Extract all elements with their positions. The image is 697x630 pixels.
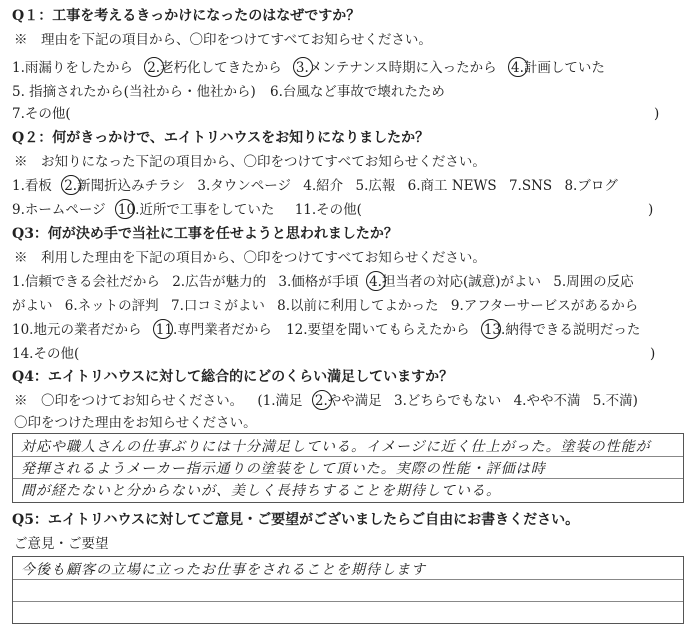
q5-label: ご意見・ご要望 bbox=[14, 536, 109, 552]
q1-option-1[interactable]: 1.雨漏りをしたから bbox=[12, 60, 133, 76]
q5-title: Q5：エイトリハウスに対してご意見・ご要望がございましたらご自由にお書きください。 bbox=[12, 512, 580, 528]
q3-option-other[interactable]: 14.その他( bbox=[12, 346, 80, 362]
q4-option-3[interactable]: 3.どちらでもない bbox=[394, 393, 502, 409]
q1-options-line2 bbox=[12, 82, 445, 102]
q2-option-3[interactable]: 3.タウンページ bbox=[197, 178, 291, 194]
q1-options-line1 bbox=[12, 58, 605, 78]
q3-option-12[interactable]: 12.要望を聞いてもらえたから bbox=[286, 322, 470, 338]
q2-option-7[interactable]: 7.SNS bbox=[508, 178, 553, 194]
q1-option-4[interactable]: 4.計画していた bbox=[510, 60, 605, 76]
q2-option-5[interactable]: 5.広報 bbox=[355, 178, 396, 194]
q4-instruction: ※ 〇印をつけてお知らせください。 bbox=[14, 393, 244, 409]
q3-option-2[interactable]: 2.広告が魅力的 bbox=[172, 274, 267, 290]
q3-option-9[interactable]: 9.アフターサービスがあるから bbox=[450, 298, 639, 314]
q3-option-7[interactable]: 7.口コミがよい bbox=[170, 298, 265, 314]
q2-option-9[interactable]: 9.ホームページ bbox=[12, 202, 106, 218]
q4-option-1[interactable]: (1.満足 bbox=[257, 393, 303, 409]
q5-handwritten-line-1: 今後も顧客の立場に立ったお仕事をされることを期待します bbox=[21, 562, 426, 578]
q4-option-2[interactable]: 2.やや満足 bbox=[314, 393, 382, 409]
q2-instruction: ※ お知りになった下記の項目から、〇印をつけてすべてお知らせください。 bbox=[14, 154, 486, 170]
q3-title: Q3：何が決め手で当社に工事を任せようと思われましたか？ bbox=[12, 226, 398, 242]
q3-option-5-cont: がよい bbox=[12, 298, 53, 314]
q3-options-line1 bbox=[12, 272, 634, 292]
q2-option-other[interactable]: 11.その他( bbox=[294, 202, 362, 218]
q4-reason-label: 〇印をつけた理由をお知らせください。 bbox=[14, 415, 257, 431]
q2-option-8[interactable]: 8.ブログ bbox=[564, 178, 618, 194]
q3-option-11[interactable]: 11.専門業者だから bbox=[155, 322, 272, 338]
q3-option-6[interactable]: 6.ネットの評判 bbox=[64, 298, 159, 314]
q3-option-13[interactable]: 13.納得できる説明だった bbox=[483, 322, 641, 338]
q2-options-line1 bbox=[12, 176, 618, 196]
q1-option-6[interactable]: 6.台風など事故で壊れたため bbox=[270, 84, 445, 100]
q5-comment-row bbox=[13, 579, 683, 602]
q4-option-4[interactable]: 4.やや不満 bbox=[513, 393, 581, 409]
q3-options-line3 bbox=[12, 320, 640, 340]
q2-option-6[interactable]: 6.商工 NEWS bbox=[407, 178, 497, 194]
q1-other-close: ) bbox=[654, 106, 660, 122]
q3-option-5[interactable]: 5.周囲の反応 bbox=[553, 274, 634, 290]
q3-option-4[interactable]: 4.担当者の対応(誠意)がよい bbox=[369, 274, 541, 290]
q1-option-2[interactable]: 2.老朽化してきたから bbox=[147, 60, 282, 76]
q3-instruction: ※ 利用した理由を下記の項目から、〇印をつけてすべてお知らせください。 bbox=[14, 250, 486, 266]
q4-option-5[interactable]: 5.不満) bbox=[592, 393, 638, 409]
q4-handwritten-line-3: 間が経たないと分からないが、美しく長持ちすることを期待している。 bbox=[21, 483, 501, 499]
q2-option-4[interactable]: 4.紹介 bbox=[303, 178, 344, 194]
q2-title: Q２：何がきっかけで、エイトリハウスをお知りになりましたか？ bbox=[12, 130, 430, 146]
q2-options-line2 bbox=[12, 200, 362, 220]
q3-option-10[interactable]: 10.地元の業者だから bbox=[12, 322, 142, 338]
q3-options-line2 bbox=[12, 296, 638, 316]
q1-title: Q１：工事を考えるきっかけになったのはなぜですか？ bbox=[12, 8, 361, 24]
q3-option-1[interactable]: 1.信頼できる会社だから bbox=[12, 274, 160, 290]
q3-option-3[interactable]: 3.価格が手頃 bbox=[278, 274, 359, 290]
q3-other-close: ) bbox=[650, 346, 656, 362]
q2-option-10[interactable]: 10.近所で工事をしていた bbox=[117, 202, 275, 218]
q5-comment-box[interactable] bbox=[12, 556, 684, 624]
q4-reason-box[interactable] bbox=[12, 433, 684, 503]
q4-options-line bbox=[14, 391, 638, 411]
q1-instruction: ※ 理由を下記の項目から、〇印をつけてすべてお知らせください。 bbox=[14, 32, 432, 48]
q1-option-5[interactable]: 5. 指摘されたから(当社から・他社から) bbox=[12, 84, 256, 100]
q2-other-close: ) bbox=[648, 202, 654, 218]
q2-option-2[interactable]: 2.新聞折込みチラシ bbox=[64, 178, 186, 194]
q4-handwritten-line-2: 発揮されるようメーカー指示通りの塗装をして頂いた。実際の性能・評価は時 bbox=[21, 461, 546, 477]
q4-title: Q4：エイトリハウスに対して総合的にどのくらい満足していますか？ bbox=[12, 369, 454, 385]
q1-option-3[interactable]: 3.メンテナンス時期に入ったから bbox=[295, 60, 497, 76]
q4-handwritten-line-1: 対応や職人さんの仕事ぶりには十分満足している。イメージに近く仕上がった。塗装の性能が bbox=[21, 439, 651, 455]
q2-option-1[interactable]: 1.看板 bbox=[12, 178, 52, 194]
q1-option-other[interactable]: 7.その他( bbox=[12, 106, 71, 122]
q3-option-8[interactable]: 8.以前に利用してよかった bbox=[277, 298, 439, 314]
